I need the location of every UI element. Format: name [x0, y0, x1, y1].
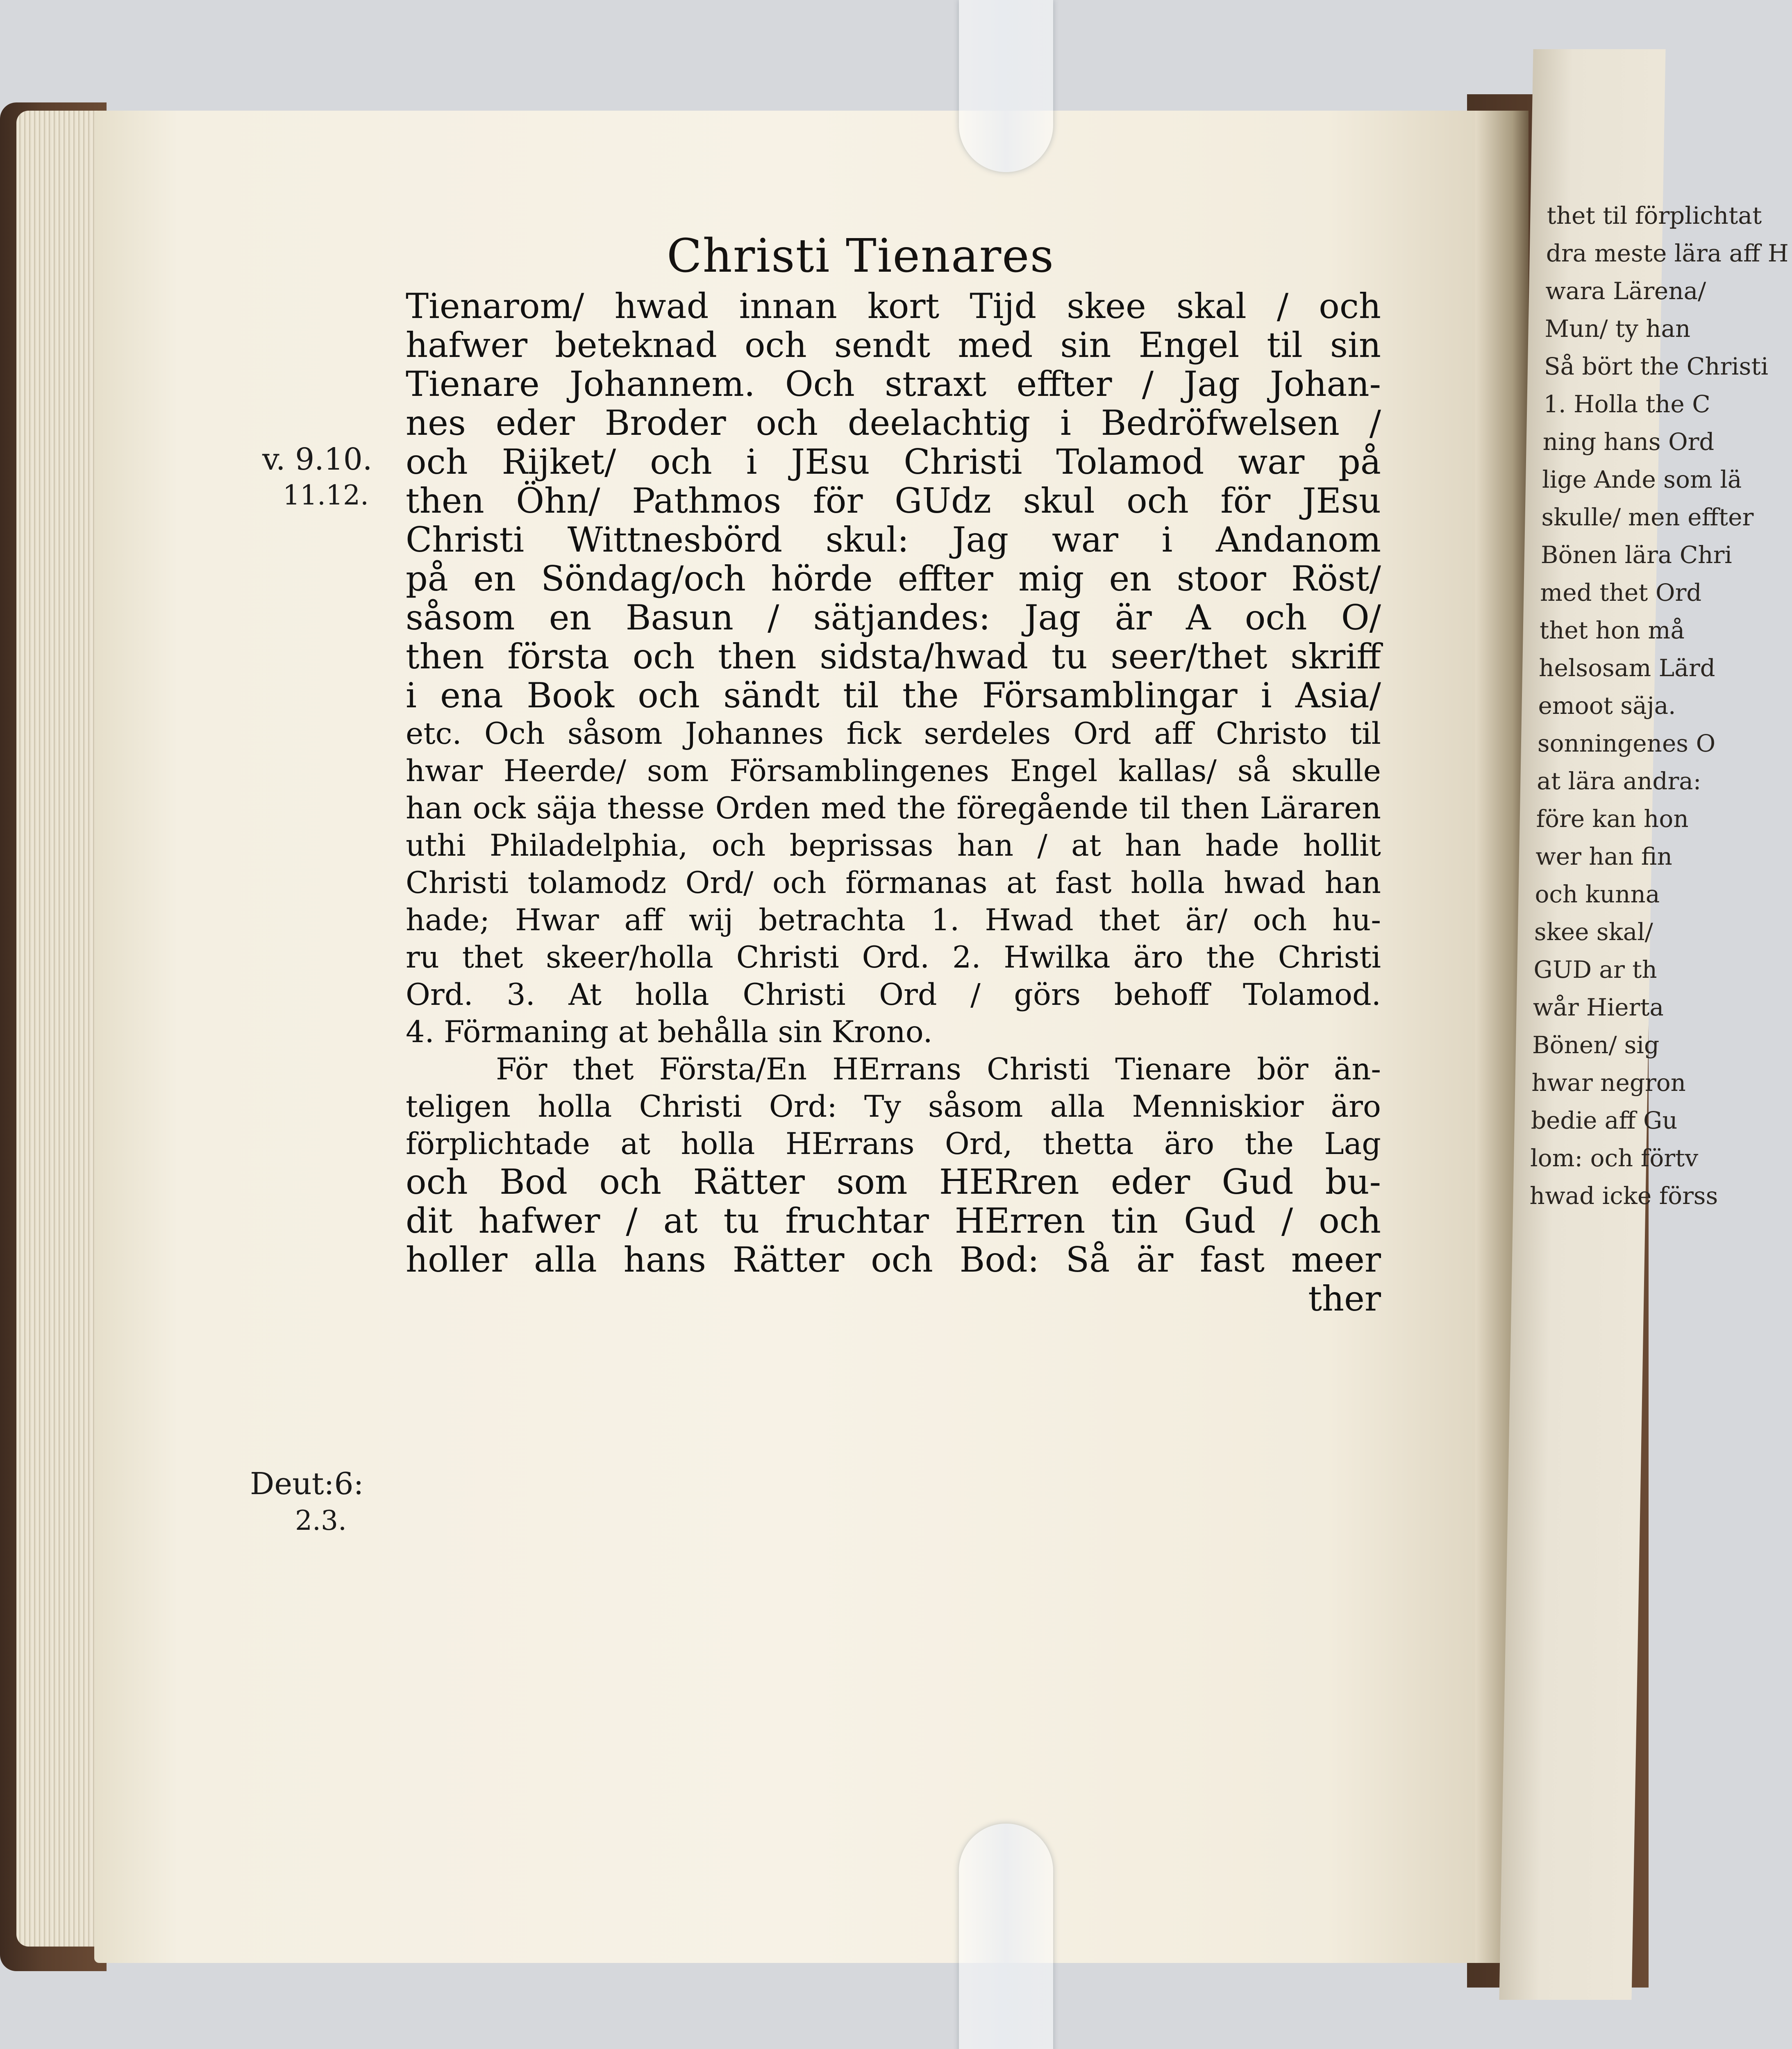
margin-note-verse: v. 9.10. [262, 442, 372, 477]
next-page-line: helsosam Lärd [1538, 654, 1716, 682]
next-page-line: lige Ande som lä [1542, 466, 1742, 493]
next-page-text [1529, 197, 1789, 1215]
text-line: nes eder Broder och deelachtig i Bedröfwelsen / [406, 403, 1381, 443]
text-line: hade; Hwar aff wij betrachta 1. Hwad thet är/ och hu- [406, 903, 1381, 938]
running-head: Christi Tienares [666, 229, 1055, 283]
next-page-line: emoot säja. [1538, 692, 1676, 720]
next-page-line: Mun/ ty han [1544, 315, 1691, 343]
next-page-line: skulle/ men effter [1541, 503, 1754, 531]
text-line: then första och then sidsta/hwad tu seer/thet skriff [406, 636, 1381, 677]
text-line: ru thet skeer/holla Christi Ord. 2. Hwilka äro the Christi [406, 940, 1381, 975]
text-line: Tienare Johannem. Och straxt effter / Jag Johan- [406, 364, 1381, 404]
next-page-line: thet til förplichtat [1546, 202, 1762, 229]
next-page-line: skee skal/ [1534, 918, 1653, 946]
next-page-line: hwar negron [1531, 1069, 1686, 1097]
text-line: i ena Book och sändt til the Församblingar i Asia/ [406, 675, 1381, 716]
next-page-line: GUD ar th [1533, 956, 1658, 984]
next-page-line: wår Hierta [1533, 993, 1664, 1021]
next-page-line: at lära andra: [1536, 767, 1702, 795]
next-page-line: wara Lärena/ [1545, 277, 1706, 305]
next-page-line: bedie aff Gu [1531, 1106, 1678, 1134]
text-line: etc. Och såsom Johannes fick serdeles Ord aff Christo til [406, 716, 1381, 751]
text-line: then Öhn/ Pathmos för GUdz skul och för JEsu [406, 481, 1381, 521]
text-line: på en Söndag/och hörde effter mig en stoor Röst/ [406, 559, 1381, 599]
next-page-line: dra meste lära aff H [1546, 239, 1789, 267]
text-line: 4. Förmaning at behålla sin Krono. [406, 1015, 933, 1049]
next-page-line: thet hon må [1539, 616, 1685, 644]
next-page-line: ning hans Ord [1542, 428, 1715, 456]
next-page-line: och kunna [1534, 880, 1660, 908]
main-text [406, 287, 1381, 1318]
text-line: och Bod och Rätter som HERren eder Gud bu- [406, 1162, 1381, 1202]
book-clip-top [959, 0, 1053, 172]
text-line: förplichtade at holla HErrans Ord, thetta äro the Lag [406, 1127, 1381, 1161]
book-clip-bottom [959, 1824, 1053, 2049]
text-line: dit hafwer / at tu fruchtar HErren tin Gud / och [406, 1201, 1381, 1241]
catchword: ther [1308, 1279, 1381, 1319]
next-page-line: lom: och förtv [1530, 1144, 1699, 1172]
text-line: holler alla hans Rätter och Bod: Så är fast meer [406, 1240, 1381, 1280]
next-page-line: med thet Ord [1540, 579, 1702, 607]
text-line: Ord. 3. At holla Christi Ord / görs behoff Tolamod. [406, 977, 1381, 1012]
text-line: hwar Heerde/ som Församblingenes Engel kallas/ så skulle [406, 754, 1381, 788]
text-line: Christi Wittnesbörd skul: Jag war i Andanom [406, 520, 1381, 560]
next-page-line: före kan hon [1536, 805, 1689, 833]
text-line: Christi tolamodz Ord/ och förmanas at fast holla hwad han [406, 865, 1381, 900]
text-line: Tienarom/ hwad innan kort Tijd skee skal / och [406, 286, 1381, 326]
text-line: teligen holla Christi Ord: Ty såsom alla Menniskior äro [406, 1089, 1381, 1124]
text-line: För thet Första/En HErrans Christi Tienare bör än- [496, 1052, 1381, 1087]
text-line: uthi Philadelphia, och beprissas han / at han hade hollit [406, 828, 1381, 863]
margin-note-deut: Deut:6: [250, 1466, 364, 1502]
margin-note-deut-2: 2.3. [295, 1505, 347, 1536]
next-page-line: sonningenes O [1537, 729, 1716, 757]
next-page-line: wer han fin [1535, 843, 1673, 870]
next-page-line: Så bört the Christi [1544, 352, 1769, 380]
text-line: och Rijket/ och i JEsu Christi Tolamod war på [406, 442, 1381, 482]
next-page-line: Bönen lära Chri [1540, 541, 1733, 569]
next-page-line: Bönen/ sig [1532, 1031, 1660, 1059]
next-page-line: 1. Holla the C [1543, 390, 1711, 418]
text-line: såsom en Basun / sätjandes: Jag är A och O/ [406, 597, 1381, 638]
margin-note-verse-2: 11.12. [283, 479, 369, 511]
next-page-line: hwad icke förss [1529, 1182, 1719, 1210]
text-line: han ock säja thesse Orden med the föregående til then Läraren [406, 791, 1381, 826]
text-line: hafwer beteknad och sendt med sin Engel til sin [406, 325, 1381, 365]
